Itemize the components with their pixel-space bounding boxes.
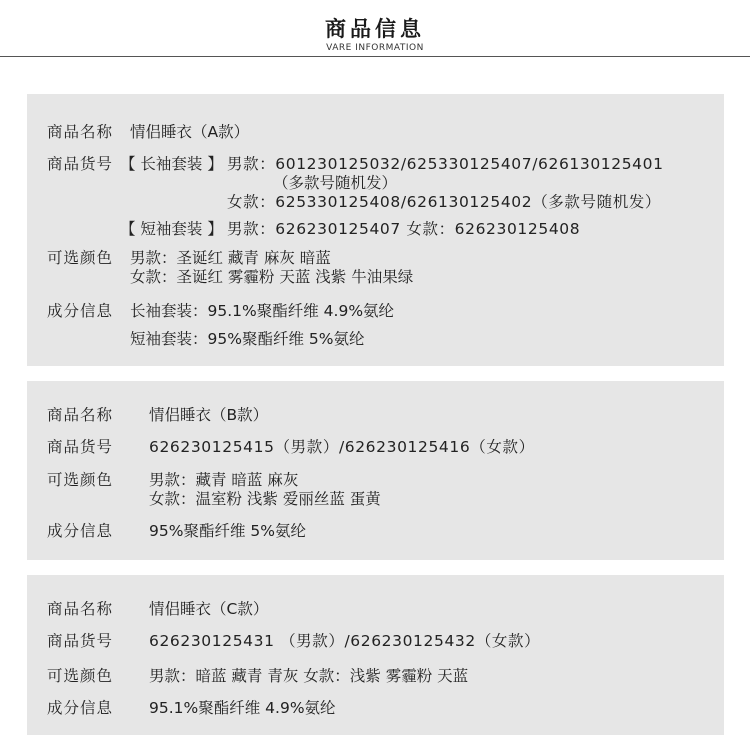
page-title: 商品信息 — [325, 17, 425, 41]
color-options-female: 女款：温室粉 浅紫 爱丽丝蓝 蛋黄 — [149, 490, 381, 508]
composition-value: 95%聚酯纤维 5%氨纶 — [149, 522, 306, 540]
page-header — [0, 0, 750, 62]
product-name-value: 情侣睡衣（A款） — [130, 123, 250, 141]
product-name-label: 商品名称 — [47, 406, 114, 424]
product-sku-value: 626230125415（男款）/626230125416（女款） — [149, 438, 535, 456]
composition-long-sleeve: 长袖套装：95.1%聚酯纤维 4.9%氨纶 — [130, 302, 395, 320]
product-card-a — [27, 94, 724, 366]
composition-label: 成分信息 — [47, 522, 114, 540]
product-name-value: 情侣睡衣（B款） — [149, 406, 269, 424]
sku-short-sleeve-line: 男款：626230125407 女款：626230125408 — [227, 220, 581, 238]
product-name-value: 情侣睡衣（C款） — [149, 600, 269, 618]
product-sku-label: 商品货号 — [47, 438, 114, 456]
product-name-label: 商品名称 — [47, 123, 114, 141]
product-card-c — [27, 575, 724, 735]
sku-long-sleeve-female: 女款：625330125408/626130125402（多款号随机发） — [227, 193, 662, 211]
product-sku-label: 商品货号 — [47, 155, 114, 173]
color-options-male: 男款：圣诞红 藏青 麻灰 暗蓝 — [130, 249, 331, 267]
product-sku-label: 商品货号 — [47, 632, 114, 650]
composition-label: 成分信息 — [47, 699, 114, 717]
sku-long-sleeve-male: 男款：601230125032/625330125407/626130125401 — [227, 155, 664, 173]
composition-label: 成分信息 — [47, 302, 114, 320]
composition-short-sleeve: 短袖套装：95%聚酯纤维 5%氨纶 — [130, 330, 365, 348]
color-options-value: 男款：暗蓝 藏青 青灰 女款：浅紫 雾霾粉 天蓝 — [149, 667, 469, 685]
composition-value: 95.1%聚酯纤维 4.9%氨纶 — [149, 699, 336, 717]
sku-long-sleeve-male-note: （多款号随机发） — [273, 174, 398, 192]
product-sku-value: 626230125431 （男款）/626230125432（女款） — [149, 632, 541, 650]
color-options-label: 可选颜色 — [47, 249, 114, 267]
header-divider — [0, 56, 750, 57]
product-name-label: 商品名称 — [47, 600, 114, 618]
color-options-label: 可选颜色 — [47, 667, 114, 685]
sku-short-sleeve-tag: 【 短袖套装 】 — [120, 220, 223, 238]
color-options-female: 女款：圣诞红 雾霾粉 天蓝 浅紫 牛油果绿 — [130, 268, 414, 286]
color-options-label: 可选颜色 — [47, 471, 114, 489]
page-subtitle: VARE INFORMATION — [326, 43, 424, 53]
product-card-b — [27, 381, 724, 560]
sku-long-sleeve-tag: 【 长袖套装 】 — [120, 155, 223, 173]
color-options-male: 男款：藏青 暗蓝 麻灰 — [149, 471, 299, 489]
